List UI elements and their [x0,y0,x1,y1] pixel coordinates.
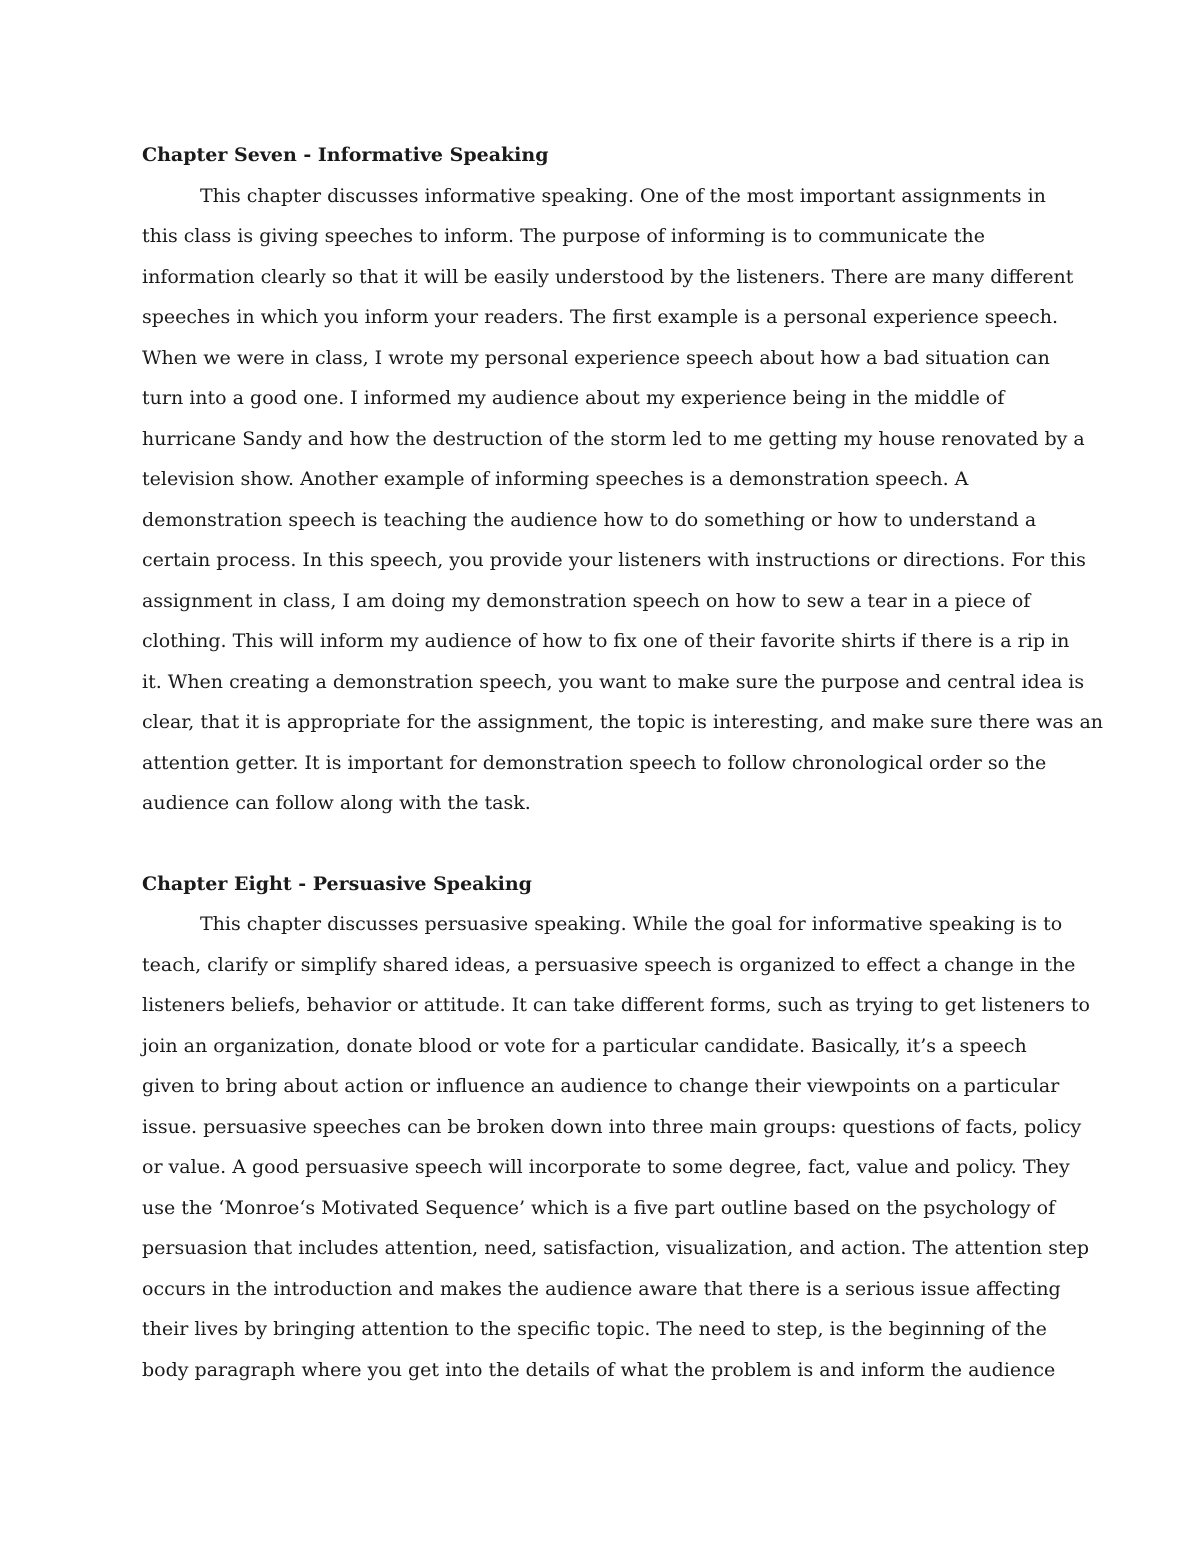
paragraph-line: This chapter discusses persuasive speaking. While the goal for informative speaking is to [200,913,1063,935]
paragraph-line: speeches in which you inform your readers. The first example is a personal experience speech. [142,306,1059,328]
paragraph-line: persuasion that includes attention, need, satisfaction, visualization, and action. The attention step [142,1237,1089,1259]
paragraph-line: occurs in the introduction and makes the audience aware that there is a serious issue affecting [142,1277,1061,1300]
paragraph-line: join an organization, donate blood or vote for a particular candidate. Basically, it’s a speech [142,1034,1027,1057]
section-chapter-seven [142,135,1104,824]
section-heading: Chapter Seven - Informative Speaking [142,144,549,166]
paragraph-line: clear, that it is appropriate for the assignment, the topic is interesting, and make sure there was an [142,711,1104,733]
paragraph-line: issue. persuasive speeches can be broken down into three main groups: questions of facts, policy [142,1115,1082,1138]
paragraph-line: use the ‘Monroe‘s Motivated Sequence’ which is a five part outline based on the psychology of [142,1196,1056,1219]
paragraph-line: body paragraph where you get into the details of what the problem is and inform the audience [142,1358,1056,1381]
paragraph-line: television show. Another example of informing speeches is a demonstration speech. A [142,468,969,490]
paragraph-line: assignment in class, I am doing my demonstration speech on how to sew a tear in a piece of [142,589,1031,612]
paragraph-line: clothing. This will inform my audience of how to fix one of their favorite shirts if there is a rip in [142,630,1070,652]
paragraph-line: their lives by bringing attention to the specific topic. The need to step, is the beginning of the [142,1318,1047,1340]
section-chapter-eight [142,864,1090,1391]
paragraph-line: turn into a good one. I informed my audience about my experience being in the middle of [142,387,1005,409]
paragraph-line: this class is giving speeches to inform. The purpose of informing is to communicate the [142,225,985,247]
paragraph-line: certain process. In this speech, you provide your listeners with instructions or directions. For this [142,549,1086,571]
section-heading: Chapter Eight - Persuasive Speaking [142,872,532,895]
paragraph-line: teach, clarify or simplify shared ideas, a persuasive speech is organized to effect a change in the [142,953,1076,976]
paragraph-line: hurricane Sandy and how the destruction of the storm led to me getting my house renovated by a [142,427,1085,450]
document-page [142,135,1104,1390]
paragraph-line: listeners beliefs, behavior or attitude. It can take different forms, such as trying to get listeners to [142,994,1090,1016]
paragraph-line: it. When creating a demonstration speech, you want to make sure the purpose and central idea is [142,670,1085,693]
paragraph-line: attention getter. It is important for demonstration speech to follow chronological order so the [142,751,1047,774]
paragraph-line: or value. A good persuasive speech will incorporate to some degree, fact, value and policy. They [142,1156,1070,1178]
paragraph-line: This chapter discusses informative speaking. One of the most important assignments in [200,184,1046,207]
paragraph-line: When we were in class, I wrote my personal experience speech about how a bad situation can [142,346,1050,369]
paragraph-line: audience can follow along with the task. [142,792,531,814]
paragraph-line: given to bring about action or influence an audience to change their viewpoints on a particular [142,1075,1060,1097]
paragraph-line: demonstration speech is teaching the audience how to do something or how to understand a [142,508,1037,531]
paragraph-line: information clearly so that it will be easily understood by the listeners. There are many different [142,265,1074,288]
